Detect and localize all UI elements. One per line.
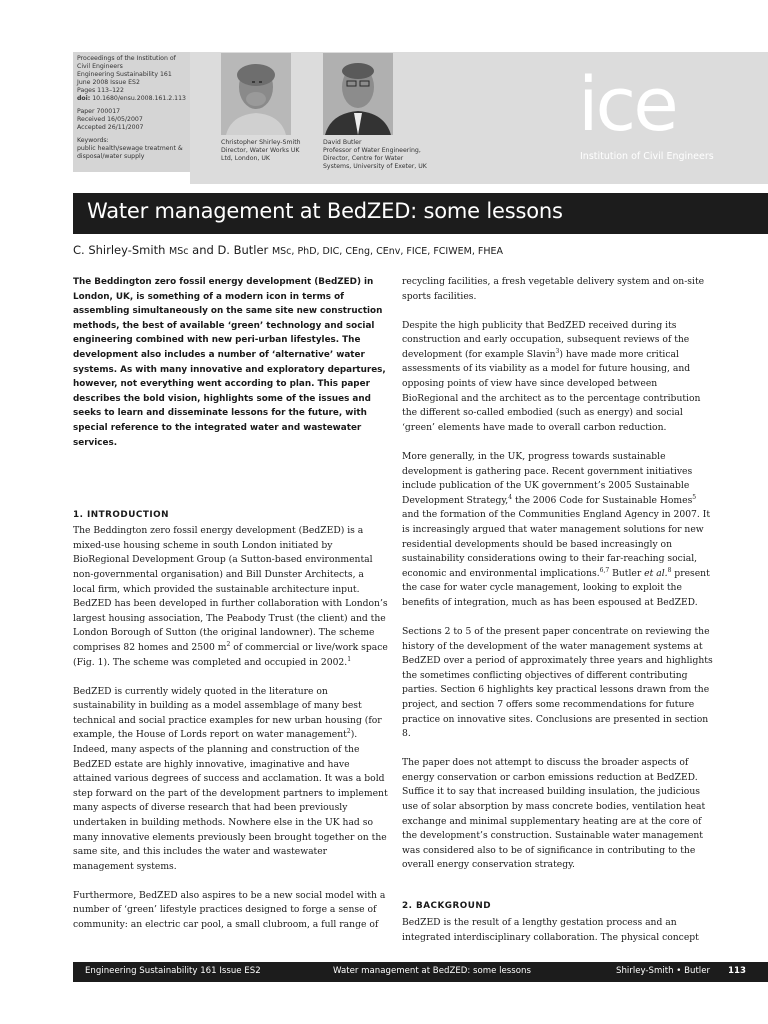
ice-logo: ice — [578, 62, 676, 148]
paragraph — [402, 450, 715, 611]
doi-label: doi: — [77, 95, 91, 102]
paragraph: recycling facilities, a fresh vegetable delivery system and on-site sports facilities. — [402, 276, 705, 302]
title-bar — [73, 193, 768, 234]
pages-info: Pages 113–122 — [77, 87, 124, 94]
paper-number: Paper 700017 — [77, 108, 121, 115]
footer-journal: Engineering Sustainability 161 Issue ES2 — [85, 966, 261, 976]
paragraph — [73, 524, 388, 670]
reference-marker[interactable]: 2 — [346, 728, 351, 736]
accepted-date: Accepted 26/11/2007 — [77, 124, 144, 131]
paragraph — [73, 685, 388, 875]
reference-marker[interactable]: 8 — [667, 566, 672, 574]
right-column — [402, 275, 715, 960]
text-run: Despite the high publicity that BedZED received during its construction and early occupation, subsequent reviews of the development (for example Slavin — [402, 319, 690, 360]
author2-affiliation: Professor of Water Engineering, Director, Centre for Water Systems, University of Exeter, UK — [323, 147, 427, 170]
paragraph: Furthermore, BedZED also aspires to be a new social model with a number of ‘green’ lifestyle practices designed to forge a sense of community: an electric car pool, a small clubroom, a full range of — [73, 889, 386, 931]
issue-info: June 2008 Issue ES2 — [77, 79, 140, 86]
journal-name: Engineering Sustainability 161 — [77, 71, 172, 78]
doi-value[interactable]: 10.1680/ensu.2008.161.2.113 — [92, 95, 186, 102]
paper-title: Water management at BedZED: some lessons — [87, 199, 563, 223]
byline-and: and — [192, 243, 214, 257]
keywords: public health/sewage treatment & disposal/water supply — [77, 145, 183, 160]
reference-marker[interactable]: 4 — [508, 493, 513, 501]
paragraph: The paper does not attempt to discuss the broader aspects of energy conservation or carbon emissions reduction at BedZED. Suffice it to say that increased building insulation, the judicious use of solar absorption by mass concrete bodies, ventilation heat exchange and minimal supplementary heating are at the core of the development’s construction. Sustainable water management was considered also to be of significance in contributing to the overall energy conservation strategy. — [402, 757, 706, 871]
author2-name: David Butler — [323, 139, 362, 146]
left-column — [73, 275, 388, 947]
author1-photo — [221, 53, 291, 135]
byline-author1-credentials: MSc — [169, 246, 189, 257]
paragraph: BedZED is the result of a lengthy gestation process and an integrated interdisciplinary collaboration. The physical concept — [402, 917, 699, 943]
section-heading: 2. BACKGROUND — [402, 901, 492, 912]
text-run: More generally, in the UK, progress towards sustainable development is gathering pace. Recent government initiatives include publication of the UK government’s 2005 Sustainable Development Strategy, — [402, 450, 693, 506]
author1-caption — [221, 139, 313, 163]
text-run: ) have made more critical assessments of its viability as a model for future housing, and opposing points of view have since developed between BioRegional and the architect as to the percentage contribution the different so-called embodied (such as energy) and social ‘green’ elements have made to overall carbon reduction. — [402, 348, 701, 433]
text-run: present the case for water cycle management, looking to exploit the benefits of integration, much as has been espoused at BedZED. — [402, 567, 710, 608]
author2-photo — [323, 53, 393, 135]
superscript: 2 — [226, 640, 231, 648]
byline-author2-credentials: MSc, PhD, DIC, CEng, CEnv, FICE, FCIWEM, FHEA — [271, 246, 503, 257]
text-run: The Beddington zero fossil energy development (BedZED) is a mixed-use housing scheme in south London initiated by BioRegional Development Group (a Sutton-based environmental non-governmental organisation) and Bill Dunster Architects, a local firm, which provided the sustainable architecture input. BedZED has been developed in further collaboration with London’s largest housing association, The Peabody Trust (the client) and the London Borough of Sutton (the original landowner). The scheme comprises 82 homes and 2500 m — [73, 525, 388, 653]
doi-line — [77, 95, 186, 103]
keywords-label: Keywords: — [77, 137, 109, 144]
reference-marker[interactable]: 3 — [555, 347, 560, 355]
reference-marker[interactable]: 6,7 — [599, 566, 610, 574]
footer-bar — [73, 962, 768, 982]
author1-name: Christopher Shirley-Smith — [221, 139, 301, 146]
paragraph — [402, 319, 715, 436]
ice-logo-subtitle: Institution of Civil Engineers — [580, 151, 714, 162]
text-run: and the formation of the Communities England Agency in 2007. It is increasingly argued that water management solutions for new residential developments should be based increasingly on sustainability considerations owing to their far-reaching social, economic and environmental implications. — [402, 509, 711, 579]
byline-author2: D. Butler — [217, 243, 269, 257]
author2-caption — [323, 139, 433, 171]
publication-info-box — [73, 52, 190, 172]
footer-authors: Shirley-Smith • Butler — [616, 966, 711, 976]
author1-affiliation: Director, Water Works UK Ltd, London, UK — [221, 147, 300, 162]
received-date: Received 16/05/2007 — [77, 116, 143, 123]
text-run: the 2006 Code for Sustainable Homes — [512, 494, 693, 506]
abstract: The Beddington zero fossil energy development (BedZED) in London, UK, is something of a modern icon in terms of assembling simultaneously on the same site new construction methods, the best of available ‘green’ technology and social engineering combined with new peri-urban lifestyles. The development also includes a number of ‘alternative’ water systems. As with many innovative and exploratory departures, however, not everything went according to plan. This paper describes the bold vision, highlights some of the issues and seeks to learn and disseminate lessons for the future, with special reference to the integrated water and wastewater services. — [73, 277, 386, 448]
footer-title: Water management at BedZED: some lessons — [333, 966, 531, 976]
meta-line: Proceedings of the Institution of — [77, 55, 176, 62]
page-number: 113 — [728, 966, 746, 976]
et-al: et al. — [644, 567, 668, 579]
text-run: Butler — [609, 567, 645, 579]
paragraph: Sections 2 to 5 of the present paper concentrate on reviewing the history of the development of the water management systems at BedZED over a period of approximately three years and highlights the sometimes conflicting objectives of different contributing parties. Section 6 highlights key practical lessons drawn from the project, and section 7 offers some recommendations for future practice on innovative sites. Conclusions are presented in section 8. — [402, 625, 713, 740]
text-run: of commercial or live/work space (Fig. 1). The scheme was completed and occupied in 2002. — [73, 641, 388, 668]
byline — [73, 243, 503, 257]
text-run: ). Indeed, many aspects of the planning and construction of the BedZED estate are highly innovative, imaginative and have attained various degrees of success and acclamation. It was a bold step forward on the part of the development partners to implement many aspects of diverse research that had been previously undertaken in building methods. Nowhere else in the UK had so many innovative elements previously been brought together on the same site, and this includes the water and wastewater management systems. — [73, 729, 388, 872]
text-run: BedZED is currently widely quoted in the literature on sustainability in building as a model assemblage of many best technical and social practice examples for new urban housing (for example, the House of Lords report on water management — [73, 685, 382, 741]
reference-marker[interactable]: 1 — [347, 655, 352, 663]
reference-marker[interactable]: 5 — [692, 493, 697, 501]
byline-author1: C. Shirley-Smith — [73, 243, 166, 257]
meta-line: Civil Engineers — [77, 63, 123, 70]
section-heading: 1. INTRODUCTION — [73, 509, 169, 520]
